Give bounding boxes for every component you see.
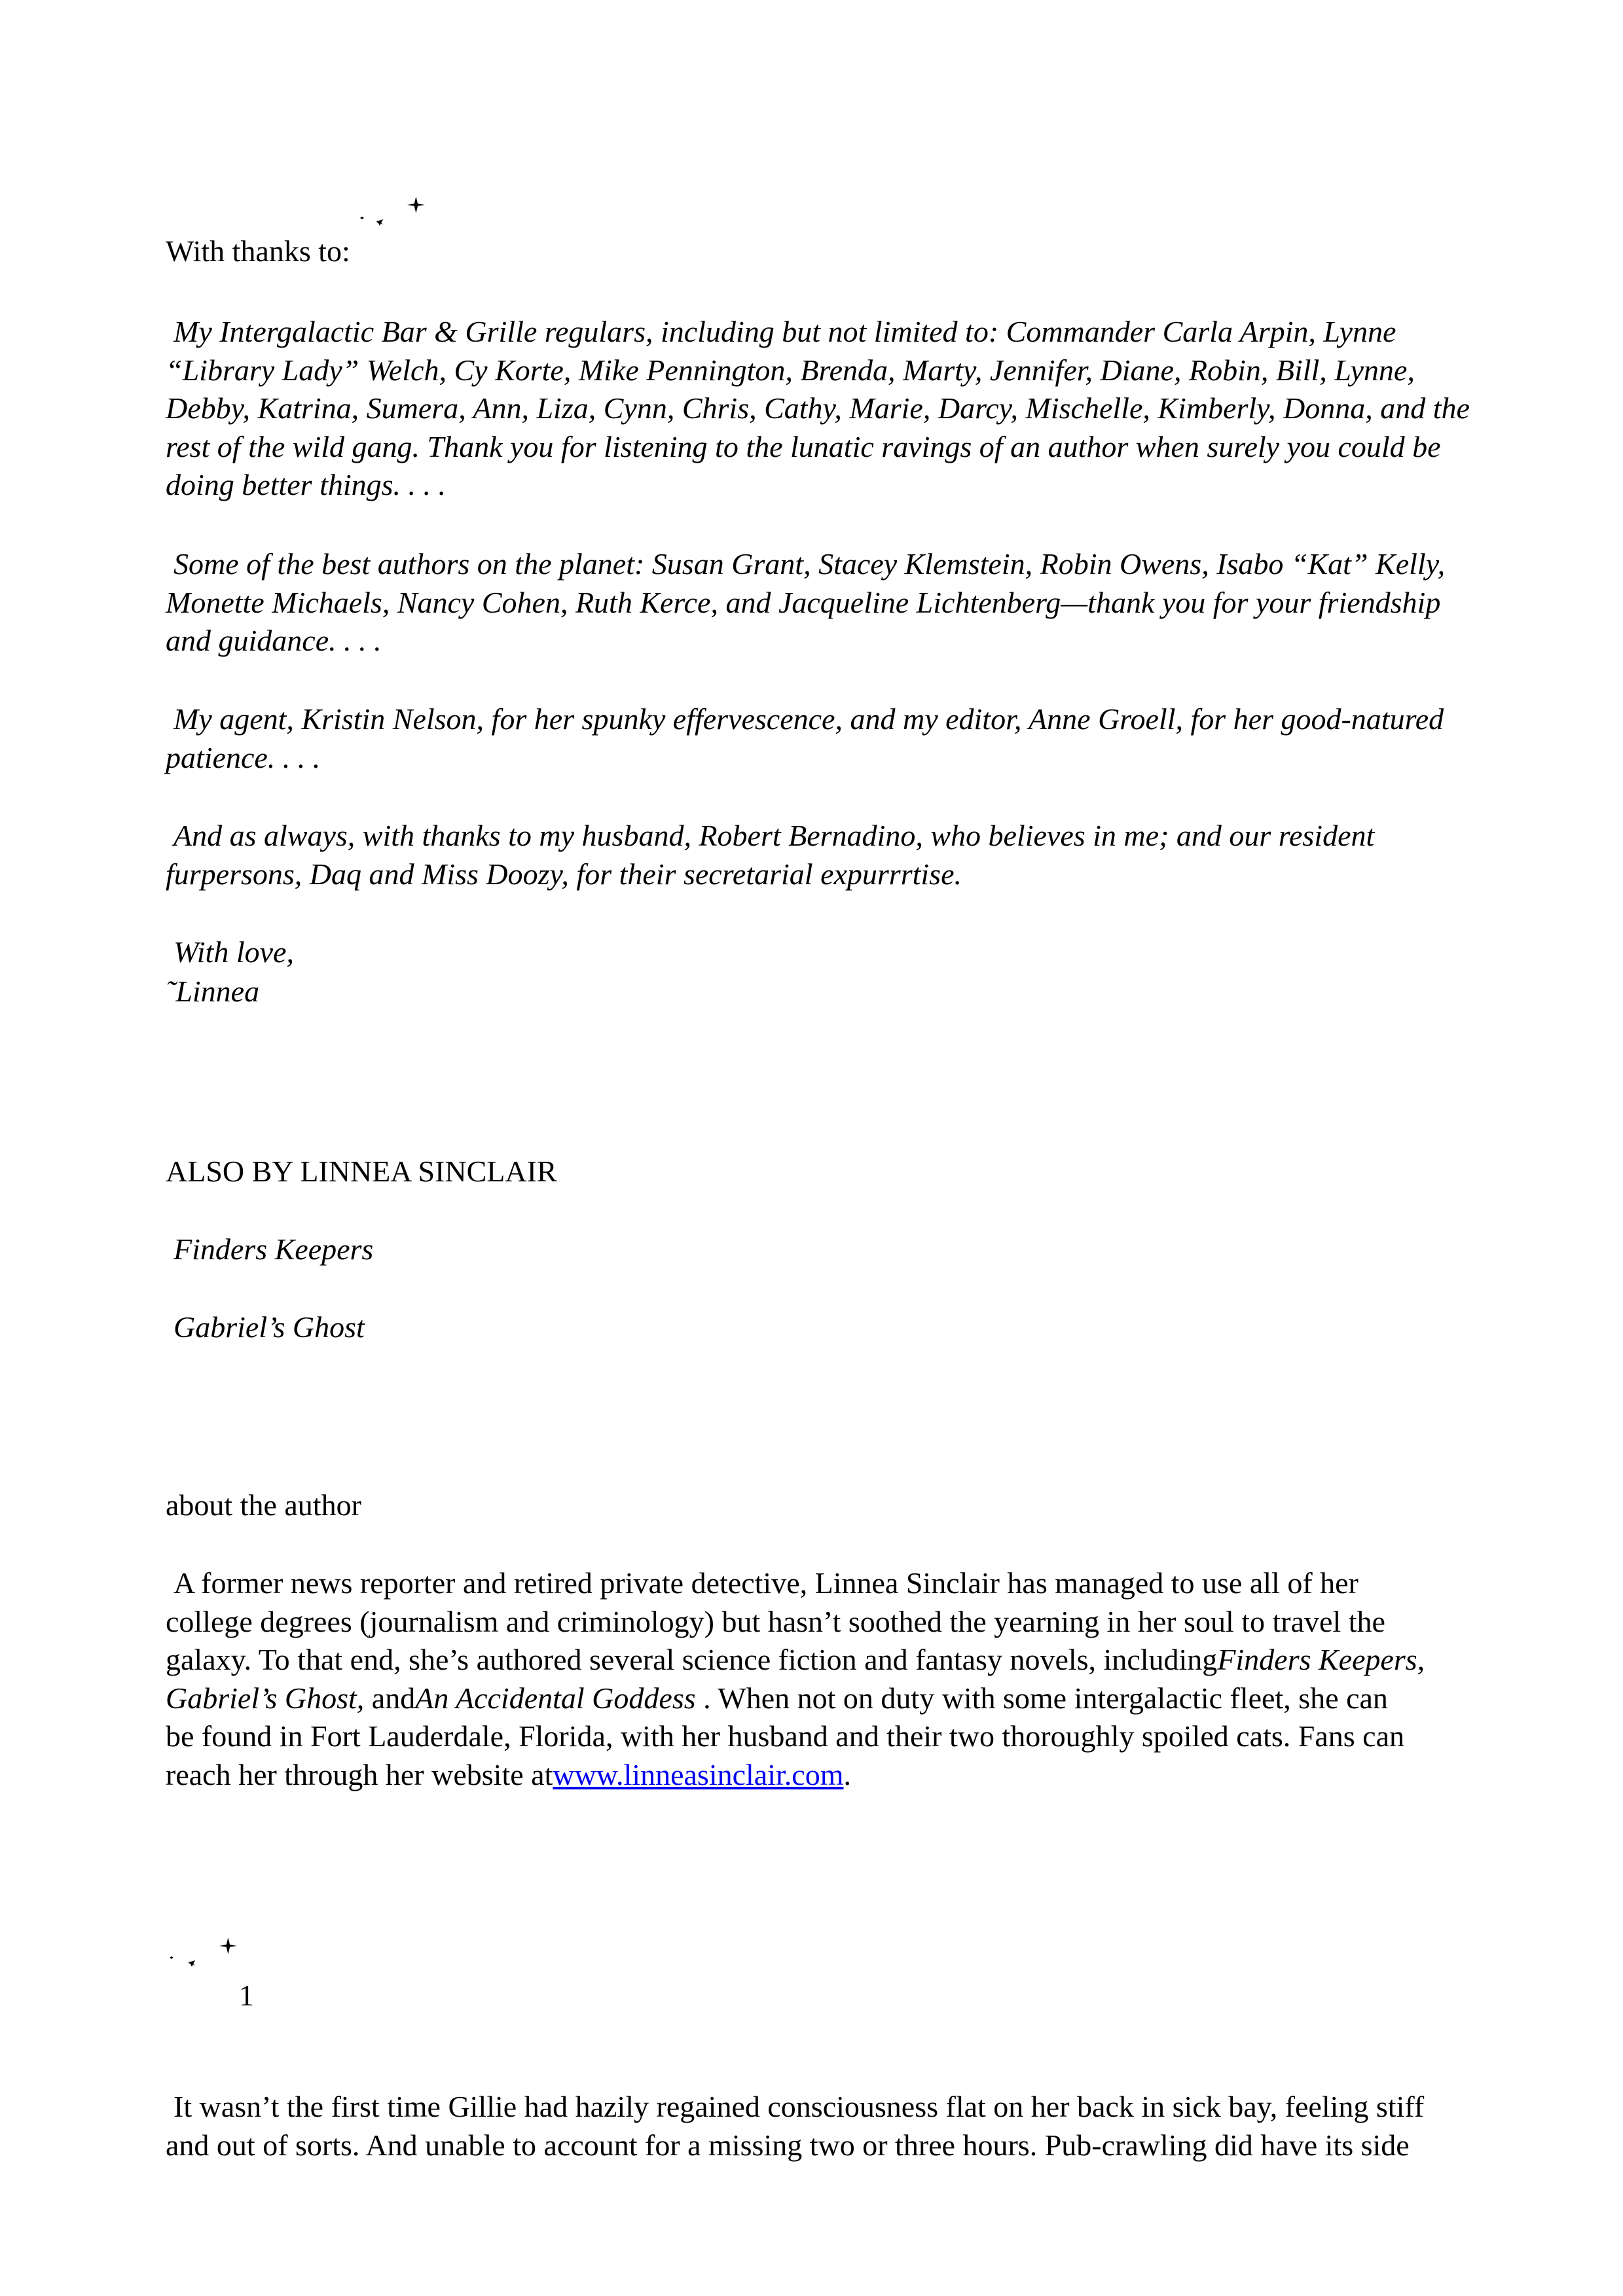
about-line-2: college degrees (journalism and criminology) but hasn’t soothed the yearning in her soul to travel the xyxy=(166,1604,1385,1638)
thanks-paragraph-4: And as always, with thanks to my husband, Robert Bernadino, who believes in me; and our resident furpersons, Daq and Miss Doozy, for their secretarial expurrrtise. xyxy=(166,819,1375,891)
about-line-5: be found in Fort Lauderdale, Florida, with her husband and their two thoroughly spoiled cats. Fans can xyxy=(166,1719,1404,1753)
thanks-paragraph-2: Some of the best authors on the planet: Susan Grant, Stacey Klemstein, Robin Owens, Isabo “Kat” Kelly, Monette Michaels, Nancy Cohen, Ruth Kerce, and Jacqueline Lichtenberg—thank you for your friendship and guidance. . . . xyxy=(166,547,1446,657)
author-website-link[interactable]: www.linneasinclair.com xyxy=(553,1757,844,1791)
thanks-signature: ˜Linnea xyxy=(166,975,260,1008)
about-line-1: A former news reporter and retired private detective, Linnea Sinclair has managed to use all of her xyxy=(173,1566,1359,1600)
about-paragraph xyxy=(166,1564,1475,1794)
also-by-book-2: Gabriel’s Ghost xyxy=(173,1310,365,1344)
thanks-paragraph-1: My Intergalactic Bar & Grille regulars, including but not limited to: Commander Carla Arpin, Lynne “Library Lady” Welch, Cy Korte, Mike Pennington, Brenda, Marty, Jennifer, Diane, Robin, Bill, Lynne, Debby, Katrina, Sumera, Ann, Liza, Cynn, Chris, Cathy, Marie, Darcy, Mischelle, Kimberly, Donna, and the rest of the wild gang. Thank you for listening to the lunatic ravings of an author when surely you could be doing better things. . . . xyxy=(166,315,1470,501)
thanks-heading: With thanks to: xyxy=(166,234,350,268)
also-by-heading: ALSO BY LINNEA SINCLAIR xyxy=(166,1155,557,1188)
about-line-3: galaxy. To that end, she’s authored several science fiction and fantasy novels, includingFinders Keepers, xyxy=(166,1643,1425,1676)
chapter-line-2: and out of sorts. And unable to account for a missing two or three hours. Pub-crawling did have its side xyxy=(166,2128,1410,2162)
chapter-line-1: It wasn’t the first time Gillie had hazily regained consciousness flat on her back in sick bay, feeling stiff xyxy=(173,2090,1425,2123)
about-line-6: reach her through her website atwww.linneasinclair.com. xyxy=(166,1757,851,1791)
chapter-stars-ornament-icon xyxy=(166,1934,244,1980)
chapter-paragraph xyxy=(166,2088,1475,2164)
thanks-paragraph-3: My agent, Kristin Nelson, for her spunky effervescence, and my editor, Anne Groell, for her good-natured patience. . . . xyxy=(166,702,1444,774)
also-by-book-1: Finders Keepers xyxy=(173,1232,374,1266)
chapter-number: 1 xyxy=(239,1979,254,2012)
about-line-4: Gabriel’s Ghost, andAn Accidental Goddess . When not on duty with some intergalactic fleet, she can xyxy=(166,1681,1388,1715)
thanks-closing: With love, xyxy=(173,935,294,969)
about-heading: about the author xyxy=(166,1488,361,1522)
